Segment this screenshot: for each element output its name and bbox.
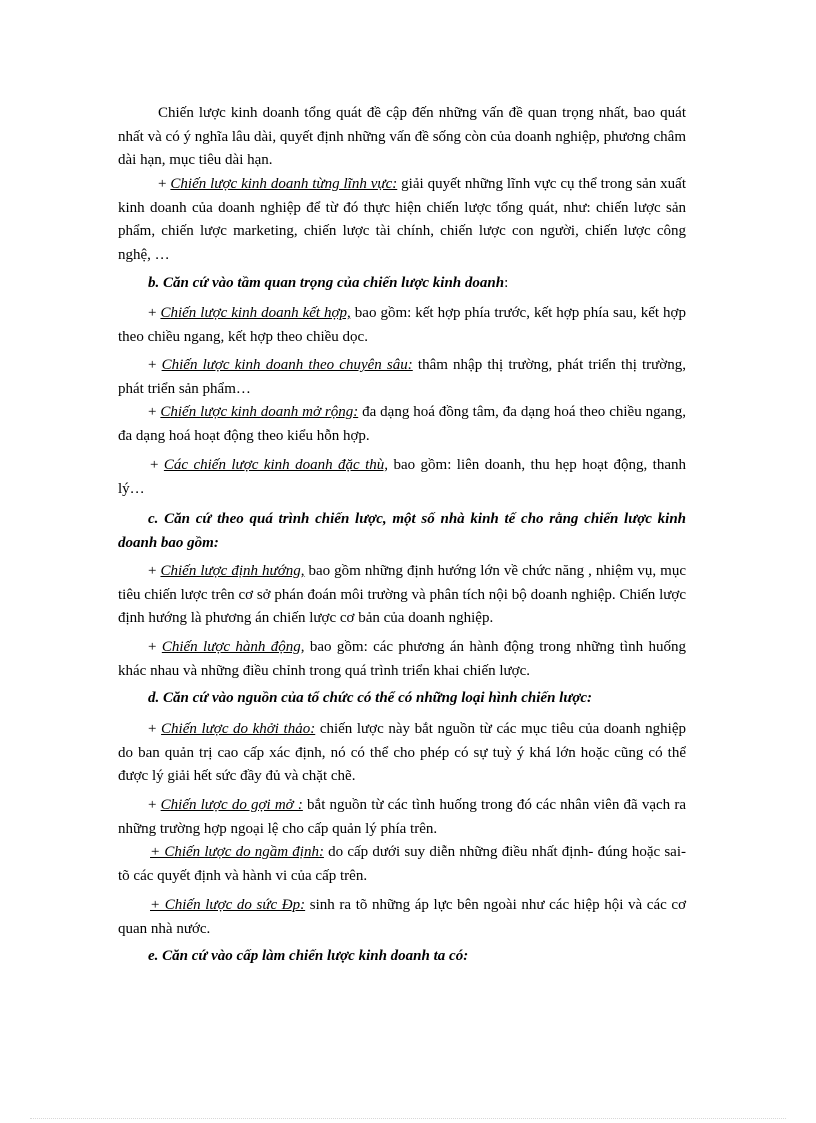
heading-text: d. Căn cứ vào nguồn của tổ chức có thể có những loại hình chiến lược:: [148, 690, 593, 706]
item-term: Chiến lược kinh doanh theo chuyên sâu:: [161, 357, 413, 373]
item-term: Chiến lược kinh doanh mở rộng:: [160, 404, 359, 420]
item-plus: +: [148, 305, 161, 321]
item-term: Các chiến lược kinh doanh đặc thù,: [163, 457, 389, 473]
item-intensive-strategy: [118, 354, 686, 401]
item-text: thâm nhập thị trường, phát triển thị trường, phát triển sản phẩm…: [118, 357, 686, 397]
item-initiated-strategy: [118, 718, 686, 789]
item-text: sinh ra tõ những áp lực bên ngoài như các hiệp hội và các cơ quan nhà nước.: [118, 897, 686, 937]
heading-text: e. Căn cứ vào cấp làm chiến lược kinh doanh ta có:: [148, 948, 469, 964]
heading-c: [118, 508, 686, 555]
heading-e: [118, 945, 686, 969]
item-text: bao gồm những định hướng lớn về chức năng , nhiệm vụ, mục tiêu chiến lược trên cơ sở phán đoán môi trường và phân tích nội bộ doanh nghiệp. Chiến lược định hướng là phương án chiến lược cơ bản của doanh nghiệp.: [118, 563, 686, 626]
item-expansion-strategy: [118, 401, 686, 448]
item-plus: +: [148, 639, 162, 655]
heading-suffix: :: [504, 275, 509, 291]
item-combined-strategy: [118, 302, 686, 349]
item-text: do cấp dưới suy diễn những điều nhất định- đúng hoặc sai- tõ các quyết định và hành vi của cấp trên.: [118, 844, 686, 884]
item-plus: +: [150, 457, 164, 473]
item-term: Chiến lược kinh doanh từng lĩnh vực:: [170, 176, 398, 192]
item-plus: +: [148, 404, 161, 420]
item-text: bắt nguồn từ các tình huống trong đó các nhân viên đã vạch ra những trường hợp ngoại lệ cho cấp quản lý phía trên.: [118, 797, 686, 837]
item-suggested-strategy: [118, 794, 686, 841]
item-term: Chiến lược do gợi mở :: [160, 797, 303, 813]
item-plus: +: [148, 563, 161, 579]
item-strategy-by-field: [118, 173, 686, 267]
item-text: giải quyết những lĩnh vực cụ thể trong sản xuất kinh doanh của doanh nghiệp để từ đó thực hiện chiến lược tổng quát, như: chiến lược sản phẩm, chiến lược marketing, chiến lược tài chính, chiến lược con người, chiến lược công nghệ, …: [118, 176, 687, 263]
item-text: chiến lược này bắt nguồn từ các mục tiêu của doanh nghiệp do ban quản trị cao cấp xác định, nó có thể cho phép có sự tuỳ ý khá lớn hoặc cũng có thể được lý giải hết sức đầy đủ và chặt chẽ.: [118, 721, 686, 784]
item-text: bao gồm: liên doanh, thu hẹp hoạt động, thanh lý…: [118, 457, 686, 497]
heading-d: [118, 687, 686, 711]
item-text: đa dạng hoá đồng tâm, đa dạng hoá theo chiều ngang, đa dạng hoá hoạt động theo kiểu hỗn hợp.: [118, 404, 686, 444]
item-pressure-strategy: [118, 894, 686, 941]
item-term: Chiến lược hành động,: [161, 639, 305, 655]
item-plus: +: [148, 797, 161, 813]
paragraph-overview: Chiến lược kinh doanh tổng quát đề cập đến những vấn đề quan trọng nhất, bao quát nhất và có ý nghĩa lâu dài, quyết định những vấn đề sống còn của doanh nghiệp, phương châm dài hạn, mục tiêu dài hạn.: [118, 105, 686, 168]
page-bottom-divider: [30, 1118, 786, 1119]
heading-text: b. Căn cứ vào tầm quan trọng của chiến lược kinh doanh: [148, 275, 505, 291]
heading-text: c. Căn cứ theo quá trình chiến lược, một số nhà kinh tế cho rằng chiến lược kinh doanh bao gồm:: [118, 511, 686, 551]
item-term: + Chiến lược do sức Ðp:: [150, 897, 306, 913]
item-text: bao gồm: kết hợp phía trước, kết hợp phía sau, kết hợp theo chiều ngang, kết hợp theo chiều dọc.: [118, 305, 686, 345]
item-term: Chiến lược định hướng,: [160, 563, 305, 579]
item-term: + Chiến lược do ngầm định:: [150, 844, 324, 860]
item-plus: +: [158, 176, 171, 192]
item-directional-strategy: [118, 560, 686, 631]
item-term: Chiến lược do khởi thảo:: [161, 721, 316, 737]
item-plus: +: [148, 357, 162, 373]
item-implicit-strategy: [118, 841, 686, 888]
heading-b: [118, 272, 686, 296]
item-action-strategy: [118, 636, 686, 683]
item-term: Chiến lược kinh doanh kết hợp,: [160, 305, 351, 321]
item-plus: +: [148, 721, 162, 737]
item-special-strategies: [118, 454, 686, 501]
item-text: bao gồm: các phương án hành động trong những tình huống khác nhau và những điều chỉnh trong quá trình triển khai chiến lược.: [118, 639, 686, 679]
